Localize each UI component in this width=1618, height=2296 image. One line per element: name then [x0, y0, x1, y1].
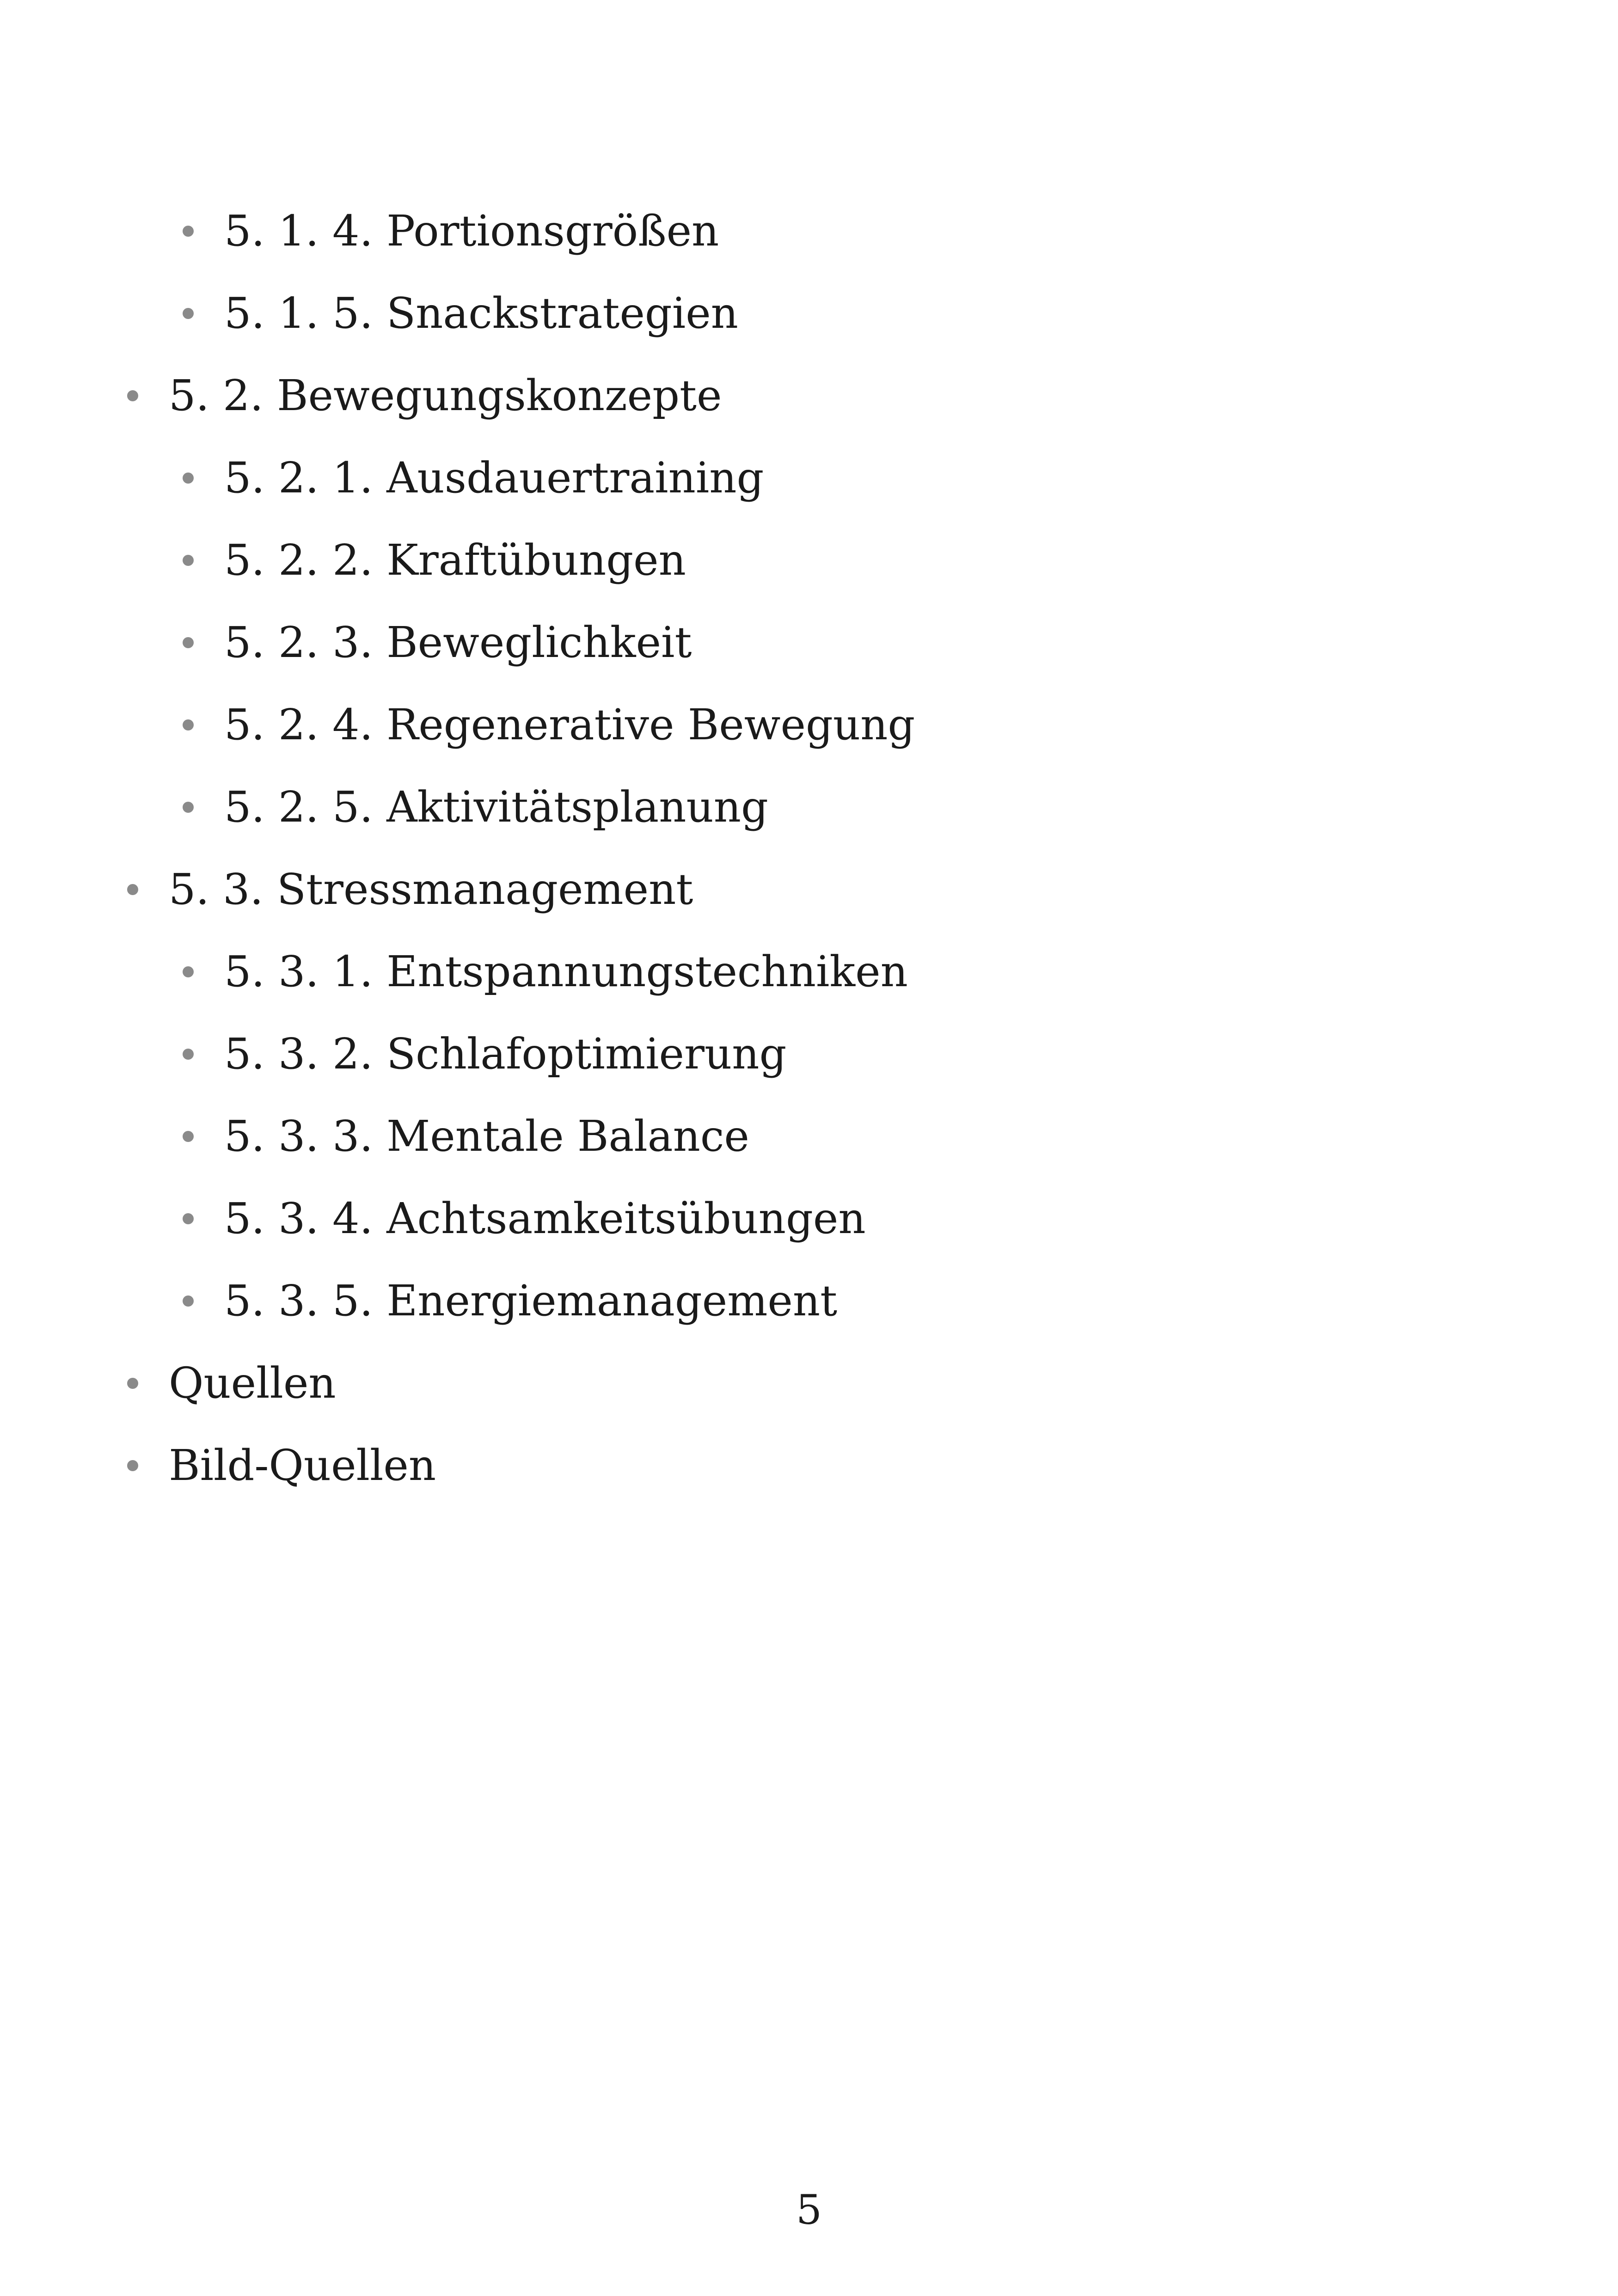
toc-item-label: 5. 3. Stressmanagement	[169, 865, 693, 914]
toc-item-label: 5. 2. 4. Regenerative Bewegung	[224, 700, 915, 749]
toc-item-label: 5. 3. 3. Mentale Balance	[224, 1111, 749, 1161]
toc-item[interactable]	[183, 780, 768, 835]
bullet-icon	[183, 1295, 194, 1307]
bullet-icon	[183, 555, 194, 566]
toc-item-label: 5. 3. 2. Schlafoptimierung	[224, 1029, 787, 1079]
toc-item-label: 5. 2. 5. Aktivitätsplanung	[224, 782, 768, 832]
toc-item[interactable]	[183, 203, 719, 259]
bullet-icon	[127, 1378, 138, 1389]
toc-item-label: 5. 2. 3. Beweglichkeit	[224, 618, 692, 667]
toc-item-label: 5. 3. 4. Achtsamkeitsübungen	[224, 1194, 866, 1243]
toc-item-label: 5. 2. 1. Ausdauertraining	[224, 453, 764, 503]
bullet-icon	[183, 802, 194, 813]
toc-item[interactable]	[183, 1273, 837, 1329]
toc-item[interactable]	[183, 533, 686, 588]
toc-item[interactable]	[127, 368, 722, 424]
toc-item-label: 5. 1. 4. Portionsgrößen	[224, 206, 719, 256]
bullet-icon	[183, 226, 194, 237]
bullet-icon	[127, 1460, 138, 1471]
toc-item[interactable]	[127, 862, 693, 917]
toc-item[interactable]	[183, 1191, 866, 1246]
bullet-icon	[183, 473, 194, 484]
toc-item-label: Bild-Quellen	[169, 1441, 436, 1490]
toc-item-label: Quellen	[169, 1358, 336, 1408]
page-number: 5	[796, 2186, 822, 2234]
bullet-icon	[183, 1213, 194, 1224]
toc-item[interactable]	[183, 615, 692, 670]
toc-item-label: 5. 1. 5. Snackstrategien	[224, 289, 738, 338]
bullet-icon	[183, 637, 194, 648]
toc-item[interactable]	[183, 1109, 749, 1164]
toc-item[interactable]	[127, 1438, 436, 1493]
bullet-icon	[183, 719, 194, 731]
toc-item[interactable]	[183, 286, 738, 341]
toc-item-label: 5. 3. 1. Entspannungstechniken	[224, 947, 908, 996]
toc-item[interactable]	[183, 450, 764, 506]
bullet-icon	[183, 308, 194, 319]
bullet-icon	[127, 390, 138, 401]
toc-item-label: 5. 3. 5. Energiemanagement	[224, 1276, 838, 1326]
bullet-icon	[183, 1131, 194, 1142]
toc-item[interactable]	[127, 1356, 336, 1411]
toc-item[interactable]	[183, 1026, 786, 1082]
bullet-icon	[127, 884, 138, 895]
toc-item-label: 5. 2. Bewegungskonzepte	[169, 371, 722, 420]
bullet-icon	[183, 966, 194, 977]
toc-item[interactable]	[183, 697, 915, 753]
toc-item-label: 5. 2. 2. Kraftübungen	[224, 535, 686, 585]
bullet-icon	[183, 1049, 194, 1060]
toc-item[interactable]	[183, 944, 908, 1000]
